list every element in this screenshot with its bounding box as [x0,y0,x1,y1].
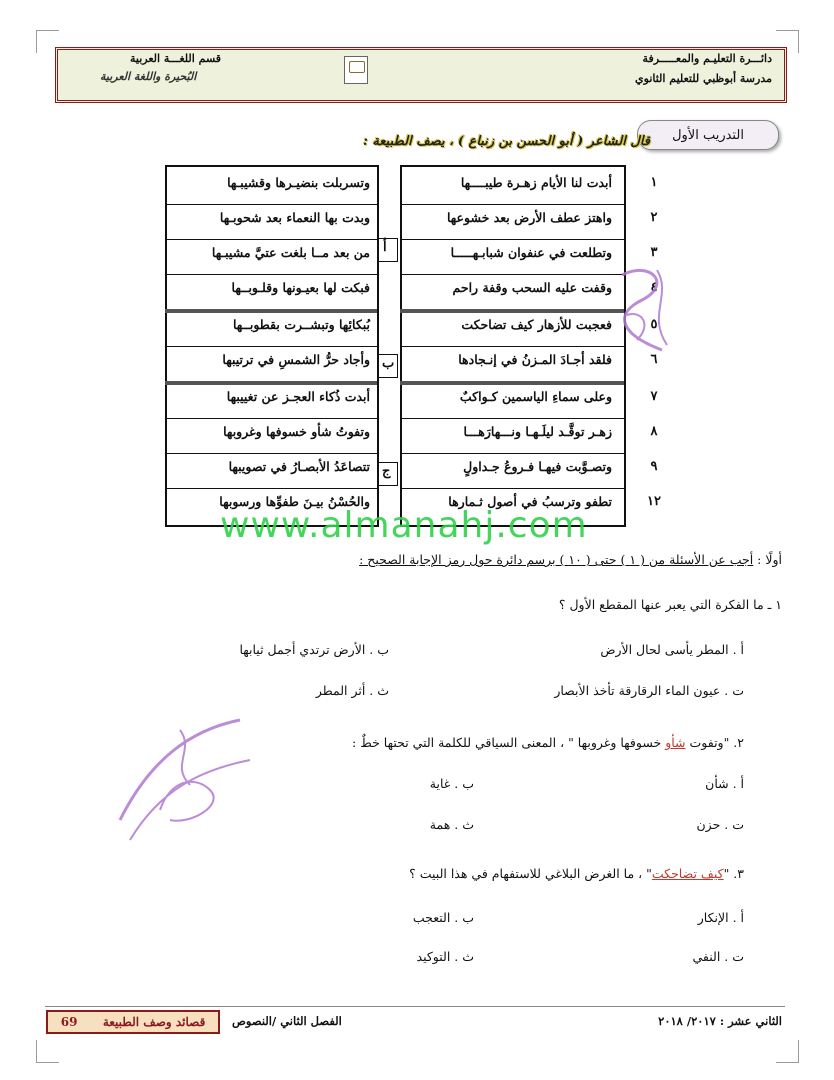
signature-stamp-right [612,255,682,365]
group-letter-b: ب [382,356,395,371]
verse-number: ٣ [650,245,658,260]
q1-option-b[interactable]: ب . الأرض ترتدي أجمل ثيابها [239,642,389,657]
row-divider [400,488,624,489]
verse-second-hemistich: وبدت بها النعماء بعد شحوبـها [219,210,370,225]
q2-pre: ٢. "وتفوت [689,735,744,750]
verse-second-hemistich: أبدت ذُكاء العجـز عن تغييبها [226,389,370,404]
footer-unit: قصائد وصف الطبيعة [102,1015,206,1029]
q2-option-a[interactable]: أ . شأن [705,776,744,791]
exercise-banner: قال الشاعر ( أبو الحسن بن زنباع ) ، يصف الطبيعة : [363,134,650,149]
row-divider [400,274,624,275]
page-number: 69 [60,1015,78,1029]
instruction-prefix: أولًا : [757,552,782,567]
header-school: مدرسة أبوظبي للتعليم الثانوي [635,72,772,85]
instruction-text: أجب عن الأسئلة من ( ١ ) حتى ( ١٠ ) برسم دائرة حول رمز الإجابة الصحيح : [359,552,754,567]
verse-second-hemistich: وتسربلت بنضيـرها وقشيبـها [227,175,370,190]
row-divider [165,346,377,347]
footer-semester: الفصل الثاني /النصوص [232,1014,342,1028]
watermark: www.almanahj.com [220,505,588,546]
header-calligraphy: البُحيرة واللغة العربية [100,70,197,83]
row-divider [400,204,624,205]
row-divider [165,204,377,205]
verse-number: ٧ [650,389,658,404]
verse-first-hemistich: تطفو وترسبُ في أصول ثـمارها [448,494,612,509]
signature-stamp-left [100,700,260,850]
q3-text [409,866,744,881]
verse-number: ٥ [650,317,658,332]
verse-first-hemistich: واهتز عطف الأرض بعد خشوعها [446,210,612,225]
q1-option-d[interactable]: ث . أثر المطر [315,683,389,698]
q1-text: ١ ـ ما الفكرة التي يعبر عنها المقطع الأول ؟ [558,597,782,612]
q1-option-c[interactable]: ت . عيون الماء الرقارقة تأخذ الأبصار [554,683,744,698]
q3-underlined-word: كيف تضاحكت [651,866,724,881]
header-department: قسم اللغـــة العربية [130,52,222,65]
verse-first-hemistich: فلقد أجـادَ المـزنُ في إنـجادها [458,352,612,367]
q3-option-d[interactable]: ث . التوكيد [416,949,474,964]
corner-mark-bl [36,1040,59,1063]
verse-number: ١ [650,175,658,190]
row-divider [165,274,377,275]
verse-second-hemistich: تتصاعَدُ الأبصـارُ في تصويبها [228,459,370,474]
q3-post: " ، ما الغرض البلاغي للاستفهام في هذا البيت ؟ [409,866,652,881]
q1-option-a[interactable]: أ . المطر يأسى لحال الأرض [600,642,744,657]
verse-first-hemistich: وتطلعت في عنفوان شبابـهـــــا [450,245,612,260]
verse-first-hemistich: وعلى سماءِ الياسمين كـواكبٌ [459,389,612,404]
q2-option-b[interactable]: ب . غاية [429,776,474,791]
q3-option-b[interactable]: ب . التعجب [412,910,474,925]
q2-post: خسوفها وغروبها " ، المعنى السياقي للكلمة التي تحتها خطٌ : [352,735,662,750]
verse-second-hemistich: فبكت لها بعيـونها وقلـوبــها [231,280,370,295]
verse-second-hemistich: بُبكائِها وتبشــرت بقطوبــها [232,317,370,332]
corner-mark-br [776,1040,799,1063]
group-divider [400,309,624,313]
verse-first-hemistich: أبدت لنا الأيام زهـرة طيبــــها [460,175,612,190]
row-divider [165,488,377,489]
verse-number: ٦ [650,352,658,367]
q2-option-d[interactable]: ث . همة [429,817,474,832]
q2-underlined-word: شأو [665,735,686,750]
verse-first-hemistich: زهـر توقَّـد ليلَـهـا ونـــهارَهـــا [463,424,612,439]
verse-first-hemistich: فعجبت للأزهار كيف تضاحكت [461,317,612,332]
verse-first-hemistich: وتصـوَّبت فيهـا فـروعُ جـداولٍ [463,459,612,474]
verse-second-hemistich: وتفوتُ شأو خسوفها وغروبها [223,424,370,439]
verse-number: ١٢ [647,494,661,509]
exercise-tab-label: التدريب الأول [672,127,744,143]
q2-text [352,735,744,750]
header-directorate: دائـــرة التعليـم والمعـــــرفة [642,52,772,65]
group-box-a [378,238,398,262]
row-divider [165,418,377,419]
school-logo-icon [344,56,368,84]
group-divider [165,309,377,313]
group-divider [400,381,624,385]
group-divider [165,381,377,385]
verse-number: ٩ [650,459,658,474]
row-divider [400,346,624,347]
verse-number: ٢ [650,210,658,225]
group-letter-a: أ [383,240,387,255]
row-divider [400,418,624,419]
footer-unit-box [46,1010,220,1034]
row-divider [400,239,624,240]
footer-grade: الثاني عشر : ٢٠١٧/ ٢٠١٨ [658,1014,782,1028]
verse-first-hemistich: وقفت عليه السحب وقفة راحم [452,280,612,295]
exercise-tab [637,120,779,150]
row-divider [165,453,377,454]
group-letter-c: ج [382,464,391,479]
footer-divider [45,1006,785,1007]
verse-second-hemistich: وأجاد حرُّ الشمسِ في ترتيبها [222,352,370,367]
verse-second-hemistich: من بعد مــا بلغت عتيَّ مشيبـها [211,245,370,260]
q3-pre: ٣. " [723,866,744,881]
q3-option-c[interactable]: ت . النفي [692,949,744,964]
row-divider [165,239,377,240]
verse-second-hemistich: والحُسْنُ بيـنَ طفوِّها ورسوبها [219,494,370,509]
verse-number: ٨ [650,424,658,439]
verse-number: ٤ [650,280,658,295]
row-divider [400,453,624,454]
q3-option-a[interactable]: أ . الإنكار [697,910,744,925]
instruction-line [359,552,782,567]
q2-option-c[interactable]: ت . حزن [696,817,744,832]
